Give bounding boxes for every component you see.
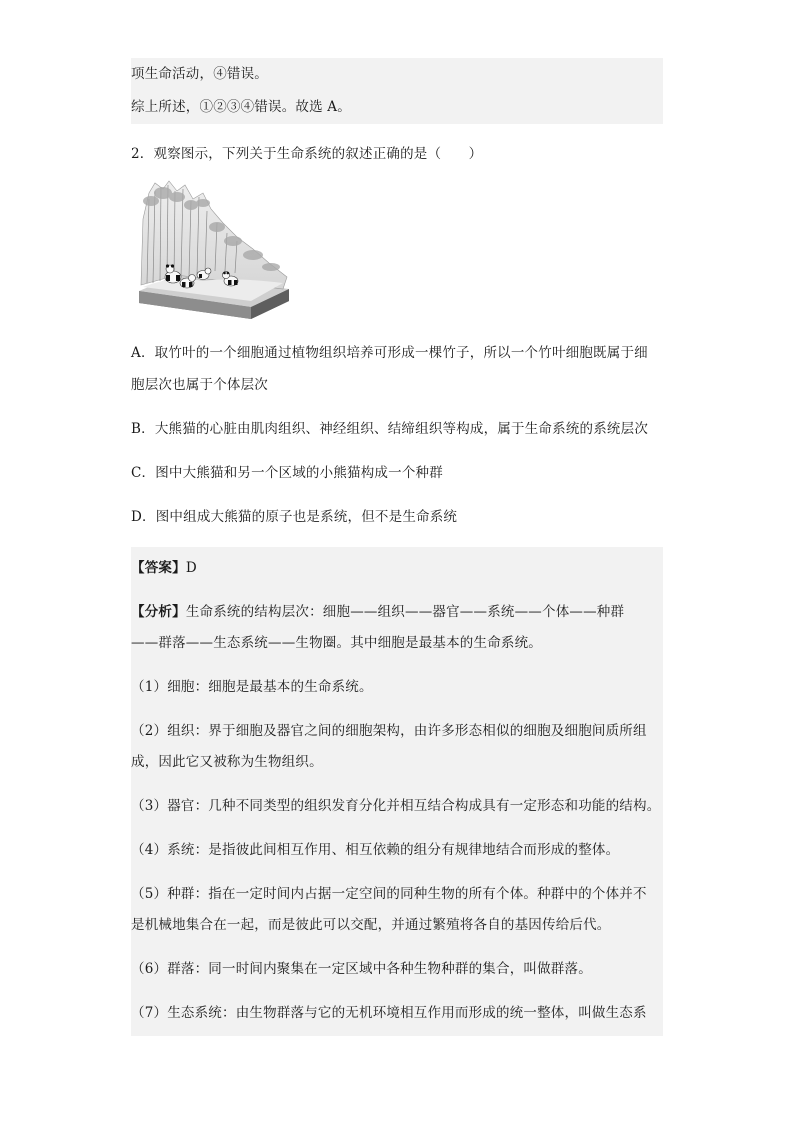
answer-analysis-block bbox=[131, 547, 663, 1036]
analysis-intro-line-1: 【分析】生命系统的结构层次：细胞——组织——器官——系统——个体——种群 bbox=[131, 604, 625, 620]
options-list bbox=[131, 337, 663, 533]
option-c: C．图中大熊猫和另一个区域的小熊猫构成一个种群 bbox=[131, 465, 443, 481]
analysis-item-3: （3）器官：几种不同类型的组织发育分化并相互结合构成具有一定形态和功能的结构。 bbox=[131, 798, 661, 814]
analysis-item-2-line-1: （2）组织：界于细胞及器官之间的细胞架构，由许多形态相似的细胞及细胞间质所组 bbox=[131, 723, 647, 739]
option-d: D．图中组成大熊猫的原子也是系统，但不是生命系统 bbox=[131, 509, 458, 525]
previous-explanation bbox=[131, 58, 663, 124]
answer-label: 【答案】 bbox=[131, 560, 186, 576]
analysis-item-5-line-1: （5）种群：指在一定时间内占据一定空间的同种生物的所有个体。种群中的个体并不 bbox=[131, 886, 647, 902]
analysis-item-5-line-2: 是机械地集合在一起，而是彼此可以交配，并通过繁殖将各自的基因传给后代。 bbox=[131, 917, 611, 933]
analysis-item-7: （7）生态系统：由生物群落与它的无机环境相互作用而形成的统一整体，叫做生态系 bbox=[131, 1005, 647, 1021]
panda-habitat-illustration bbox=[133, 179, 293, 319]
option-b: B．大熊猫的心脏由肌肉组织、神经组织、结缔组织等构成，属于生命系统的系统层次 bbox=[131, 421, 649, 437]
analysis-item-1: （1）细胞：细胞是最基本的生命系统。 bbox=[131, 679, 373, 695]
answer-line bbox=[131, 553, 663, 584]
prev-line-2: 综上所述，①②③④错误。故选 A。 bbox=[131, 99, 351, 115]
analysis-item-6: （6）群落：同一时间内聚集在一定区域中各种生物种群的集合，叫做群落。 bbox=[131, 961, 592, 977]
option-a-line-1: A．取竹叶的一个细胞通过植物组织培养可形成一棵竹子，所以一个竹叶细胞既属于细 bbox=[131, 345, 648, 361]
analysis-label: 【分析】 bbox=[131, 604, 186, 620]
question-stem: 2．观察图示，下列关于生命系统的叙述正确的是（ ） bbox=[131, 146, 483, 162]
analysis-item-2-line-2: 成，因此它又被称为生物组织。 bbox=[131, 754, 323, 770]
option-a-line-2: 胞层次也属于个体层次 bbox=[131, 377, 268, 393]
analysis-item-4: （4）系统：是指彼此间相互作用、相互依赖的组分有规律地结合而形成的整体。 bbox=[131, 842, 620, 858]
answer-value: D bbox=[185, 560, 197, 576]
analysis-intro-line-2: ——群落——生态系统——生物圈。其中细胞是最基本的生命系统。 bbox=[131, 635, 542, 651]
prev-line-1: 项生命活动，④错误。 bbox=[131, 66, 268, 82]
document-page bbox=[131, 58, 663, 1036]
